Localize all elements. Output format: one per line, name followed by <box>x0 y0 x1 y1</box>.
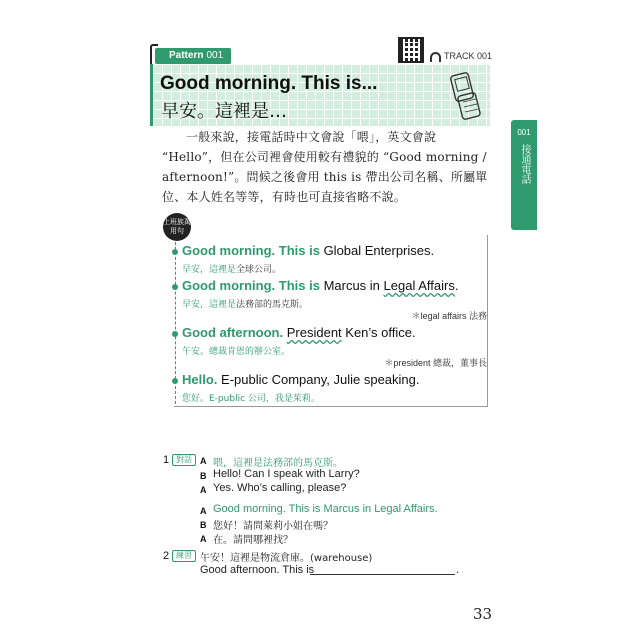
qr-code-icon[interactable] <box>398 37 424 63</box>
pattern-label: Pattern <box>169 50 204 61</box>
example-highlight: Hello. <box>182 372 218 387</box>
answer-blank-input[interactable] <box>310 574 455 575</box>
page-number: 33 <box>473 605 493 623</box>
examples-badge: 上班族萬用句 <box>163 213 191 241</box>
dialogue-line: 在。請問哪裡找？ <box>213 535 293 546</box>
example-4-english <box>182 372 420 387</box>
track-label: TRACK 001 <box>444 51 493 61</box>
example-zh-rest: 全球公司。 <box>236 265 282 275</box>
example-highlight: Good morning. This is <box>182 243 320 258</box>
side-tab-number: 001 <box>517 128 531 137</box>
side-tab-label: 接通電話 <box>519 144 530 184</box>
dialogue-line: Good morning. This is Marcus in Legal Affairs. <box>213 503 438 515</box>
exercise-1-number: 1 <box>163 454 170 466</box>
speaker-label: A <box>200 485 207 495</box>
example-bullet <box>172 249 178 255</box>
exercise-2-prompt: 午安！這裡是物流倉庫。(warehouse) <box>200 553 373 564</box>
exercise-2-tag: 練習 <box>172 550 196 562</box>
vocab-note: ＊legal affairs 法務 <box>411 311 487 321</box>
example-rest: Marcus in <box>319 278 384 293</box>
exercise-1-tag: 對話 <box>172 454 196 466</box>
dialogue-line: 喂，這裡是法務部的馬克斯。 <box>213 458 343 469</box>
headphone-icon <box>430 52 441 62</box>
speaker-label: A <box>200 534 207 544</box>
example-3-english <box>182 325 416 340</box>
intro-paragraph: 一般來說，接電話時中文會說「喂」，英文會說 “Hello”，但在公司裡會使用較有禮貌的 “Good morning / afternoon!”。問候之後會用 this is 帶出公司名稱、所屬單位、本人姓名等等，有時也可直接省略不說。 <box>162 130 488 204</box>
example-rest: Global Enterprises. <box>319 243 435 258</box>
pattern-tag <box>155 48 231 64</box>
vocab-underlined: President <box>286 325 342 340</box>
dialogue-line: Yes. Who’s calling, please? <box>213 482 347 494</box>
example-bullet <box>172 331 178 337</box>
example-rest: E-public Company, Julie speaking. <box>217 372 420 387</box>
example-zh-highlight: 早安，這裡是 <box>182 300 237 310</box>
title-chinese: 早安。這裡是… <box>161 101 287 122</box>
example-3-chinese: 午安。總裁肯恩的辦公室。 <box>182 347 291 357</box>
vocab-note: ＊president 總裁，董事長 <box>384 358 487 368</box>
dialogue-line: Hello! Can I speak with Larry? <box>213 468 360 480</box>
speaker-label: A <box>200 506 207 516</box>
example-1-english <box>182 243 434 258</box>
example-zh-rest: 法務部的馬克斯。 <box>236 300 309 310</box>
example-rest: Ken’s office. <box>341 325 416 340</box>
flip-phone-icon <box>449 72 483 120</box>
exercise-2-number: 2 <box>163 550 170 562</box>
exercise-2-sentence: Good afternoon. This is <box>200 564 315 576</box>
example-highlight: Good morning. This is <box>182 278 320 293</box>
example-highlight: Good afternoon. <box>182 325 284 340</box>
example-rest: . <box>454 278 459 293</box>
speaker-label: B <box>200 471 207 481</box>
example-4-chinese: 您好。E-public 公司，我是茱莉。 <box>182 394 320 404</box>
pattern-number: 001 <box>206 50 224 61</box>
chapter-side-tab[interactable] <box>511 120 537 230</box>
vocab-underlined: Legal Affairs <box>383 278 455 293</box>
sentence-end-mark: . <box>456 564 460 576</box>
example-bullet <box>172 284 178 290</box>
example-2-chinese <box>182 297 308 310</box>
title-english: Good morning. This is... <box>160 73 378 94</box>
example-1-chinese <box>182 262 281 275</box>
example-2-english <box>182 278 458 293</box>
dialogue-line: 您好！請問萊莉小姐在嗎？ <box>213 521 333 532</box>
example-bullet <box>172 378 178 384</box>
speaker-label: B <box>200 520 207 530</box>
example-zh-highlight: 早安，這裡是 <box>182 265 237 275</box>
speaker-label: A <box>200 456 207 466</box>
